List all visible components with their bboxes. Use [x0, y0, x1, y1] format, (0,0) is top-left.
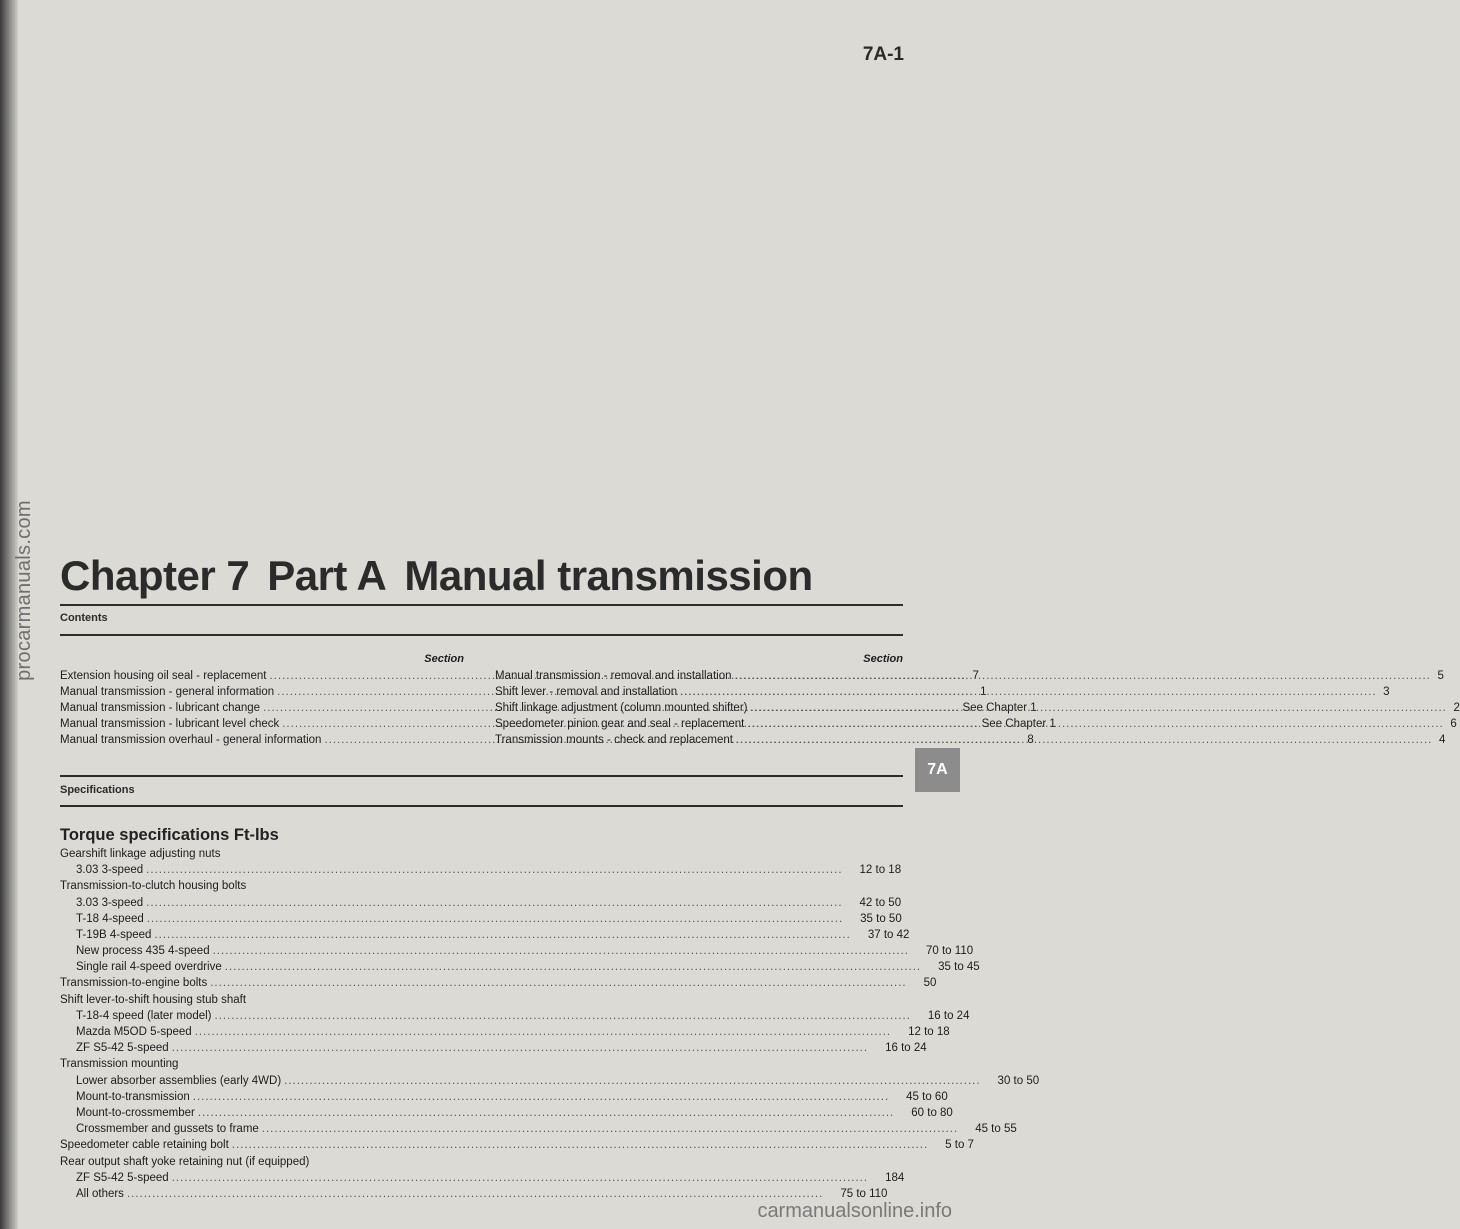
torque-row-leader: [60, 878, 434, 894]
contents-item-section: See Chapter 1: [981, 718, 1056, 730]
dot-leader: [750, 700, 1446, 716]
torque-row-label: 3.03 3-speed: [76, 896, 144, 909]
torque-row-leader: [60, 975, 910, 991]
torque-row: [60, 1073, 1040, 1089]
torque-row-leader: [60, 1073, 984, 1089]
torque-row-value: 75 to 110: [840, 1187, 888, 1200]
torque-row: [60, 878, 540, 894]
torque-row: [60, 959, 980, 975]
torque-row-leader: [60, 1105, 897, 1121]
torque-row: [60, 1105, 953, 1121]
contents-heading: Contents: [60, 612, 108, 624]
torque-row-label: Transmission-to-clutch housing bolts: [60, 880, 247, 893]
torque-row-value: 16 to 24: [885, 1042, 927, 1055]
torque-row-value: 16 to 24: [927, 1009, 970, 1022]
torque-row-label: Gearshift linkage adjusting nuts: [60, 847, 221, 860]
torque-row-label: T-18 4-speed: [76, 912, 144, 925]
torque-row-leader: [60, 1170, 871, 1186]
dot-leader: [193, 1089, 889, 1105]
dot-leader: [232, 1137, 928, 1153]
torque-row: [60, 1154, 540, 1170]
specifications-rule-bottom: [60, 805, 903, 807]
contents-item-section: 6: [1450, 718, 1457, 730]
side-watermark-text: procarmanuals.com: [12, 499, 35, 681]
torque-row-label: Lower absorber assemblies (early 4WD): [76, 1074, 282, 1087]
torque-row-label: Rear output shaft yoke retaining nut (if equipped): [60, 1155, 310, 1168]
torque-row-label: Mount-to-transmission: [76, 1090, 190, 1103]
torque-row: [60, 862, 902, 878]
contents-item-section: 7: [972, 670, 979, 682]
torque-row-leader: [60, 1056, 434, 1072]
footer-watermark: carmanualsonline.info: [757, 1200, 952, 1222]
contents-item-section: 5: [1437, 670, 1444, 682]
dot-leader: [172, 1040, 868, 1056]
specifications-heading: Specifications: [60, 784, 135, 796]
dot-leader: [146, 895, 842, 911]
torque-title: Torque specifications Ft-lbs: [60, 826, 279, 844]
torque-row: [60, 911, 902, 927]
dot-leader: [195, 1024, 891, 1040]
contents-item: [495, 668, 1444, 684]
dot-leader: [147, 911, 843, 927]
dot-leader: [680, 684, 1376, 700]
torque-row-label: Transmission mounting: [60, 1058, 179, 1071]
torque-row-leader: [60, 846, 434, 862]
torque-row-leader: [60, 992, 434, 1008]
torque-row: [60, 927, 910, 943]
contents-item-label: Transmission mounts - check and replacement: [495, 734, 733, 746]
dot-leader: [284, 1073, 980, 1089]
specifications-rule-top: [60, 775, 903, 777]
chapter-part: Part A: [267, 552, 387, 599]
torque-row-label: Speedometer cable retaining bolt: [60, 1139, 229, 1152]
torque-row-leader: [60, 943, 912, 959]
torque-row-label: Transmission-to-engine bolts: [60, 977, 208, 990]
torque-row-label: Crossmember and gussets to frame: [76, 1123, 259, 1136]
contents-item-section: See Chapter 1: [962, 702, 1037, 714]
torque-row-leader: [60, 1024, 894, 1040]
contents-item-label: Extension housing oil seal - replacement: [60, 670, 267, 682]
dot-leader: [210, 975, 906, 991]
torque-row-leader: [60, 1089, 892, 1105]
contents-item-label: Manual transmission - removal and installation: [495, 670, 732, 682]
contents-item: [495, 684, 1390, 700]
dot-leader: [172, 1170, 868, 1186]
torque-row-label: Mazda M5OD 5-speed: [76, 1026, 192, 1039]
contents-item-label: Shift lever - removal and installation: [495, 686, 678, 698]
torque-row-label: Single rail 4-speed overdrive: [76, 961, 222, 974]
torque-row-value: 42 to 50: [859, 896, 902, 909]
torque-row-value: 50: [923, 977, 937, 990]
dot-leader: [735, 668, 1431, 684]
torque-row-label: Shift lever-to-shift housing stub shaft: [60, 993, 247, 1006]
contents-item-label: Manual transmission overhaul - general information: [60, 734, 322, 746]
torque-row-leader: [60, 911, 846, 927]
torque-row: [60, 1056, 540, 1072]
contents-item-label: Speedometer pinion gear and seal - replacement: [495, 718, 745, 730]
torque-row: [60, 1008, 970, 1024]
torque-row-value: 5 to 7: [945, 1139, 974, 1152]
torque-row: [60, 1121, 1017, 1137]
torque-row-label: Mount-to-crossmember: [76, 1106, 195, 1119]
torque-row-leader: [60, 1154, 434, 1170]
torque-row: [60, 943, 974, 959]
torque-row-value: 45 to 60: [906, 1090, 948, 1103]
contents-item-section: 4: [1438, 734, 1446, 746]
torque-row: [60, 1170, 905, 1186]
torque-row-leader: [60, 1186, 826, 1202]
torque-row-value: 60 to 80: [911, 1106, 953, 1119]
contents-item-section: 8: [1027, 734, 1034, 746]
torque-row-value: 35 to 45: [938, 961, 980, 974]
torque-row: [60, 895, 902, 911]
torque-row: [60, 1186, 888, 1202]
torque-row-label: ZF S5-42 5-speed: [76, 1171, 169, 1184]
dot-leader: [262, 1121, 958, 1137]
torque-row-label: ZF S5-42 5-speed: [76, 1042, 169, 1055]
torque-row-value: 70 to 110: [926, 945, 974, 958]
torque-row-leader: [60, 927, 854, 943]
torque-row-value: 45 to 55: [975, 1123, 1017, 1136]
torque-row-label: New process 435 4-speed: [76, 945, 210, 958]
torque-row-leader: [60, 895, 846, 911]
contents-item-section: 1: [980, 686, 987, 698]
torque-row-leader: [60, 1137, 931, 1153]
contents-item-label: Manual transmission - lubricant level check: [60, 718, 280, 730]
contents-item-label: Shift linkage adjustment (column mounted shifter): [495, 702, 748, 714]
contents-item-section: 2: [1453, 702, 1460, 714]
torque-row-label: 3.03 3-speed: [76, 864, 144, 877]
contents-rule: [60, 634, 903, 636]
torque-row-value: 35 to 50: [860, 912, 902, 925]
torque-row: [60, 976, 937, 992]
torque-row-leader: [60, 1008, 914, 1024]
contents-item-label: Manual transmission - lubricant change: [60, 702, 261, 714]
torque-row-value: 12 to 18: [859, 864, 902, 877]
torque-row: [60, 846, 540, 862]
torque-row-leader: [60, 1040, 871, 1056]
side-watermark: [4, 380, 44, 800]
torque-row-value: 30 to 50: [997, 1074, 1040, 1087]
chapter-number: Chapter 7: [60, 552, 250, 599]
torque-row-leader: [60, 959, 924, 975]
torque-row-leader: [60, 1121, 961, 1137]
torque-row-leader: [60, 862, 846, 878]
title-rule: [60, 604, 903, 606]
torque-row: [60, 1137, 974, 1153]
torque-row: [60, 1089, 948, 1105]
torque-row-value: 12 to 18: [908, 1026, 950, 1039]
torque-row-label: T-18-4 speed (later model): [76, 1009, 212, 1022]
dot-leader: [225, 959, 921, 975]
chapter-subject: Manual transmission: [404, 552, 813, 599]
dot-leader: [747, 716, 1443, 732]
torque-row-label: T-19B 4-speed: [76, 928, 152, 941]
torque-row: [60, 1040, 927, 1056]
page-number: 7A-1: [862, 44, 904, 65]
section-header-left: Section: [424, 653, 464, 665]
contents-item-label: Manual transmission - general information: [60, 686, 275, 698]
chapter-title: [60, 552, 813, 600]
dot-leader: [215, 1008, 911, 1024]
torque-row-value: 184: [885, 1171, 905, 1184]
dot-leader: [736, 732, 1432, 748]
chapter-tab: 7A: [915, 748, 960, 792]
torque-specifications-table: [60, 846, 1040, 1202]
contents-item-section: 3: [1383, 686, 1390, 698]
torque-row: [60, 992, 540, 1008]
dot-leader: [146, 862, 842, 878]
dot-leader: [154, 927, 850, 943]
dot-leader: [127, 1186, 823, 1202]
torque-row-label: All others: [76, 1187, 124, 1200]
dot-leader: [198, 1105, 894, 1121]
section-header-right: Section: [863, 653, 903, 665]
dot-leader: [213, 943, 909, 959]
torque-row-value: 37 to 42: [867, 928, 910, 941]
torque-row: [60, 1024, 950, 1040]
contents-item: [495, 732, 1446, 748]
